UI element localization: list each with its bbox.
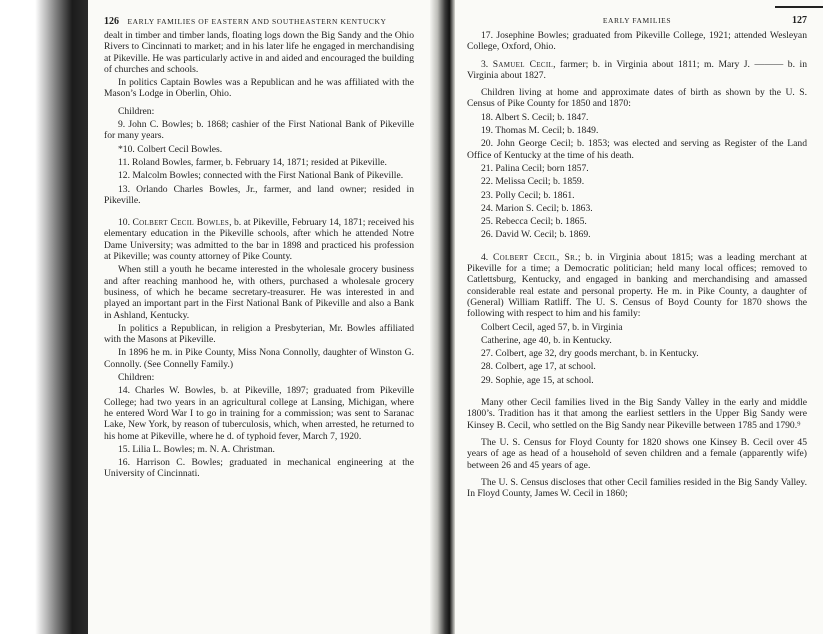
entry-colbert-cecil-sr bbox=[467, 252, 807, 320]
paragraph: In politics a Republican, in religion a Presbyterian, Mr. Bowles affiliated with the Masons at Pikeville. bbox=[104, 322, 414, 346]
children-heading: Children: bbox=[118, 372, 155, 384]
list-item: 22. Melissa Cecil; b. 1859. bbox=[481, 176, 585, 188]
entry-number: 4. bbox=[481, 251, 493, 263]
left-page-number: 126 bbox=[104, 16, 119, 27]
list-item: 11. Roland Bowles, farmer, b. February 14, 1871; resided at Pikeville. bbox=[118, 156, 387, 168]
left-page bbox=[88, 0, 430, 634]
entry-name: Colbert Cecil Bowles bbox=[132, 217, 230, 229]
right-text-column bbox=[467, 30, 807, 501]
paragraph: dealt in timber and timber lands, floating logs down the Big Sandy and the Ohio Rivers to Cincinnati to market; and in his later life he engaged in merchandising at Pikeville. He was particularly active in and aided and encouraged the building of churches and schools. bbox=[104, 30, 414, 75]
list-item: 28. Colbert, age 17, at school. bbox=[481, 361, 596, 373]
right-page-number: 127 bbox=[792, 15, 807, 26]
book-gutter bbox=[430, 0, 455, 634]
entry-text: ; b. in Virginia about 1815; was a leading merchant at Pikeville for a time; a Democratic politician; held many local offices; removed to Catlettsburg, Kentucky, and engaged in banking and merchandising and amassed considerable real estate and personal property. He m. in Pike County, a daughter of (General) William Ratliff. The U. S. Census of Boyd County for 1870 shows the following with respect to him and his family: bbox=[467, 251, 808, 320]
left-running-head-title: EARLY FAMILIES OF EASTERN AND SOUTHEASTERN KENTUCKY bbox=[127, 17, 387, 26]
paragraph: Many other Cecil families lived in the Big Sandy Valley in the early and middle 1800’s. Tradition has it that among the earliest settlers in the Upper Big Sandy were Kinsey B. Cecil, who settled on the Big Sandy near Pikeville between 1785 and 1790.⁹ bbox=[467, 397, 807, 431]
list-item: 9. John C. Bowles; b. 1868; cashier of the First National Bank of Pikeville for many years. bbox=[104, 119, 414, 142]
right-page bbox=[455, 0, 823, 634]
census-line: Catherine, age 40, b. in Kentucky. bbox=[481, 334, 612, 346]
list-item: 15. Lilia L. Bowles; m. N. A. Christman. bbox=[118, 443, 275, 455]
list-item: 26. David W. Cecil; b. 1869. bbox=[481, 229, 591, 241]
list-item: 24. Marion S. Cecil; b. 1863. bbox=[481, 202, 593, 214]
paragraph: The U. S. Census discloses that other Cecil families resided in the Big Sandy Valley. In Floyd County, James W. Cecil in 1860; bbox=[467, 476, 807, 500]
paragraph: When still a youth he became interested in the wholesale grocery business and after reaching manhood he, with others, purchased a wholesale grocery business, of which he became secretary-treasurer. He was interested in and played an important part in the First National Bank of Pikeville and also a Bank in Ashland, Kentucky. bbox=[104, 264, 414, 321]
entry-number: 3. bbox=[481, 58, 493, 70]
list-item: 17. Josephine Bowles; graduated from Pikeville College, 1921; attended Wesleyan College, Oxford, Ohio. bbox=[467, 30, 807, 53]
children-heading: Children: bbox=[118, 105, 155, 117]
list-item: 25. Rebecca Cecil; b. 1865. bbox=[481, 216, 587, 228]
entry-colbert-cecil-bowles bbox=[104, 217, 414, 262]
paragraph: The U. S. Census for Floyd County for 1820 shows one Kinsey B. Cecil over 45 years of age as head of a household of seven children and a female (apparently wife) between 26 and 45 years of age. bbox=[467, 436, 807, 471]
entry-number: 10. bbox=[118, 217, 133, 229]
list-item: 29. Sophie, age 15, at school. bbox=[481, 374, 594, 386]
list-item: 14. Charles W. Bowles, b. at Pikeville, 1897; graduated from Pikeville College; had two years in an agricultural college at Lansing, Michigan, where he entered Word War I to go in training for a commission; was sent to Saranac Lake, New York, by reason of tuberculosis, which, when arrested, he returned to his home at Pikeville, where he d. of typhoid fever, March 7, 1920. bbox=[104, 385, 414, 442]
list-item: 13. Orlando Charles Bowles, Jr., farmer, and land owner; resided in Pikeville. bbox=[104, 183, 414, 206]
right-running-head bbox=[467, 16, 807, 25]
list-item: 27. Colbert, age 32, dry goods merchant, b. in Kentucky. bbox=[481, 348, 699, 360]
paragraph: Children living at home and approximate dates of birth as shown by the U. S. Census of Pike County for 1850 and 1870: bbox=[467, 87, 807, 110]
list-item: 12. Malcolm Bowles; connected with the First National Bank of Pikeville. bbox=[118, 170, 404, 182]
paragraph: In 1896 he m. in Pike County, Miss Nona Connolly, daughter of Winston G. Connolly. (See Connelly Family.) bbox=[104, 347, 414, 370]
list-item: 18. Albert S. Cecil; b. 1847. bbox=[481, 111, 589, 123]
entry-samuel-cecil bbox=[467, 59, 807, 82]
paragraph: In politics Captain Bowles was a Republican and he was affiliated with the Mason’s Lodge in Oberlin, Ohio. bbox=[104, 77, 414, 100]
list-item: 16. Harrison C. Bowles; graduated in mechanical engineering at the University of Cincinnati. bbox=[104, 457, 414, 480]
scan-edge-rule bbox=[775, 6, 823, 8]
right-running-head-title: EARLY FAMILIES bbox=[602, 16, 672, 25]
list-item: 20. John George Cecil; b. 1853; was elected and serving as Register of the Land Office of Kentucky at the time of his death. bbox=[467, 138, 807, 161]
list-item: 23. Polly Cecil; b. 1861. bbox=[481, 189, 575, 201]
list-item: 21. Palina Cecil; born 1857. bbox=[481, 162, 589, 174]
list-item: 19. Thomas M. Cecil; b. 1849. bbox=[481, 125, 599, 137]
list-item: *10. Colbert Cecil Bowles. bbox=[118, 143, 223, 155]
entry-text: , farmer; b. in Virginia about 1811; m. Mary J. ——— b. in Virginia about 1827. bbox=[467, 58, 808, 81]
entry-name: Samuel Cecil bbox=[492, 58, 554, 70]
left-running-head bbox=[104, 16, 414, 27]
left-text-column bbox=[104, 30, 414, 482]
entry-name: Colbert Cecil, Sr. bbox=[492, 251, 578, 263]
census-line: Colbert Cecil, aged 57, b. in Virginia bbox=[481, 321, 623, 333]
entry-text: , b. at Pikeville, February 14, 1871; received his elementary education in the Pikeville schools, after which he attended Notre Dame University; was admitted to the bar in 1898 and practiced his profession at Pikeville; was county attorney of Pike County. bbox=[104, 217, 415, 263]
scan-edge-shadow-left bbox=[0, 0, 88, 634]
